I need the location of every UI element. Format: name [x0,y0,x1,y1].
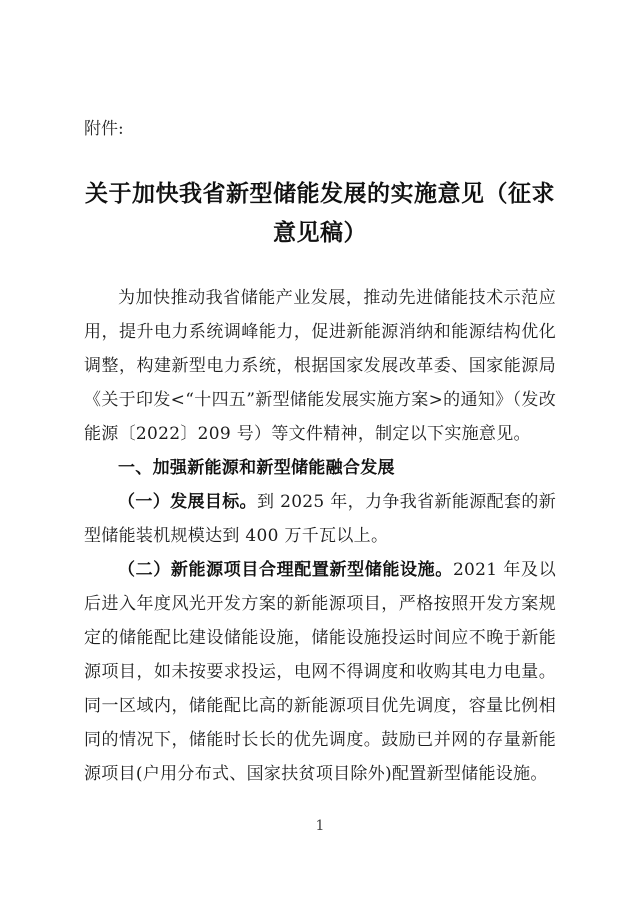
item-2-lead: （二）新能源项目合理配置新型储能设施。 [118,560,453,580]
item-2-body-text: 2021 年及以后进入年度风光开发方案的新能源项目，严格按照开发方案规定的储能配比建设储能设施，储能设施投运时间应不晚于新能源项目，如未按要求投运，电网不得调度和收购其电力电量。同一区域内，储能配比高的新能源项目优先调度，容量比例相同的情况下，储能时长长的优先调度。鼓励已并网的存量新能源项目(户用分布式、国家扶贫项目除外)配置新型储能设施。 [84,560,556,784]
attachment-label: 附件: [84,119,124,139]
document-body [84,281,556,791]
item-1-paragraph [84,485,556,553]
item-2-paragraph [84,553,556,791]
item-1-lead: （一）发展目标。 [118,492,257,512]
document-title: 关于加快我省新型储能发展的实施意见（征求意见稿） [85,180,555,246]
item-1-body-text: 到 2025 年，力争我省新能源配套的新型储能装机规模达到 400 万千瓦以上。 [84,492,556,546]
page-number: 1 [315,818,325,834]
intro-paragraph: 为加快推动我省储能产业发展，推动先进储能技术示范应用，提升电力系统调峰能力，促进新能源消纳和能源结构优化调整，构建新型电力系统，根据国家发展改革委、国家能源局《关于印发<“十四五”新型储能发展实施方案>的通知》（发改能源〔2022〕209 号）等文件精神，制定以下实施意见。 [84,288,556,444]
section-1-heading: 一、加强新能源和新型储能融合发展 [118,458,395,478]
